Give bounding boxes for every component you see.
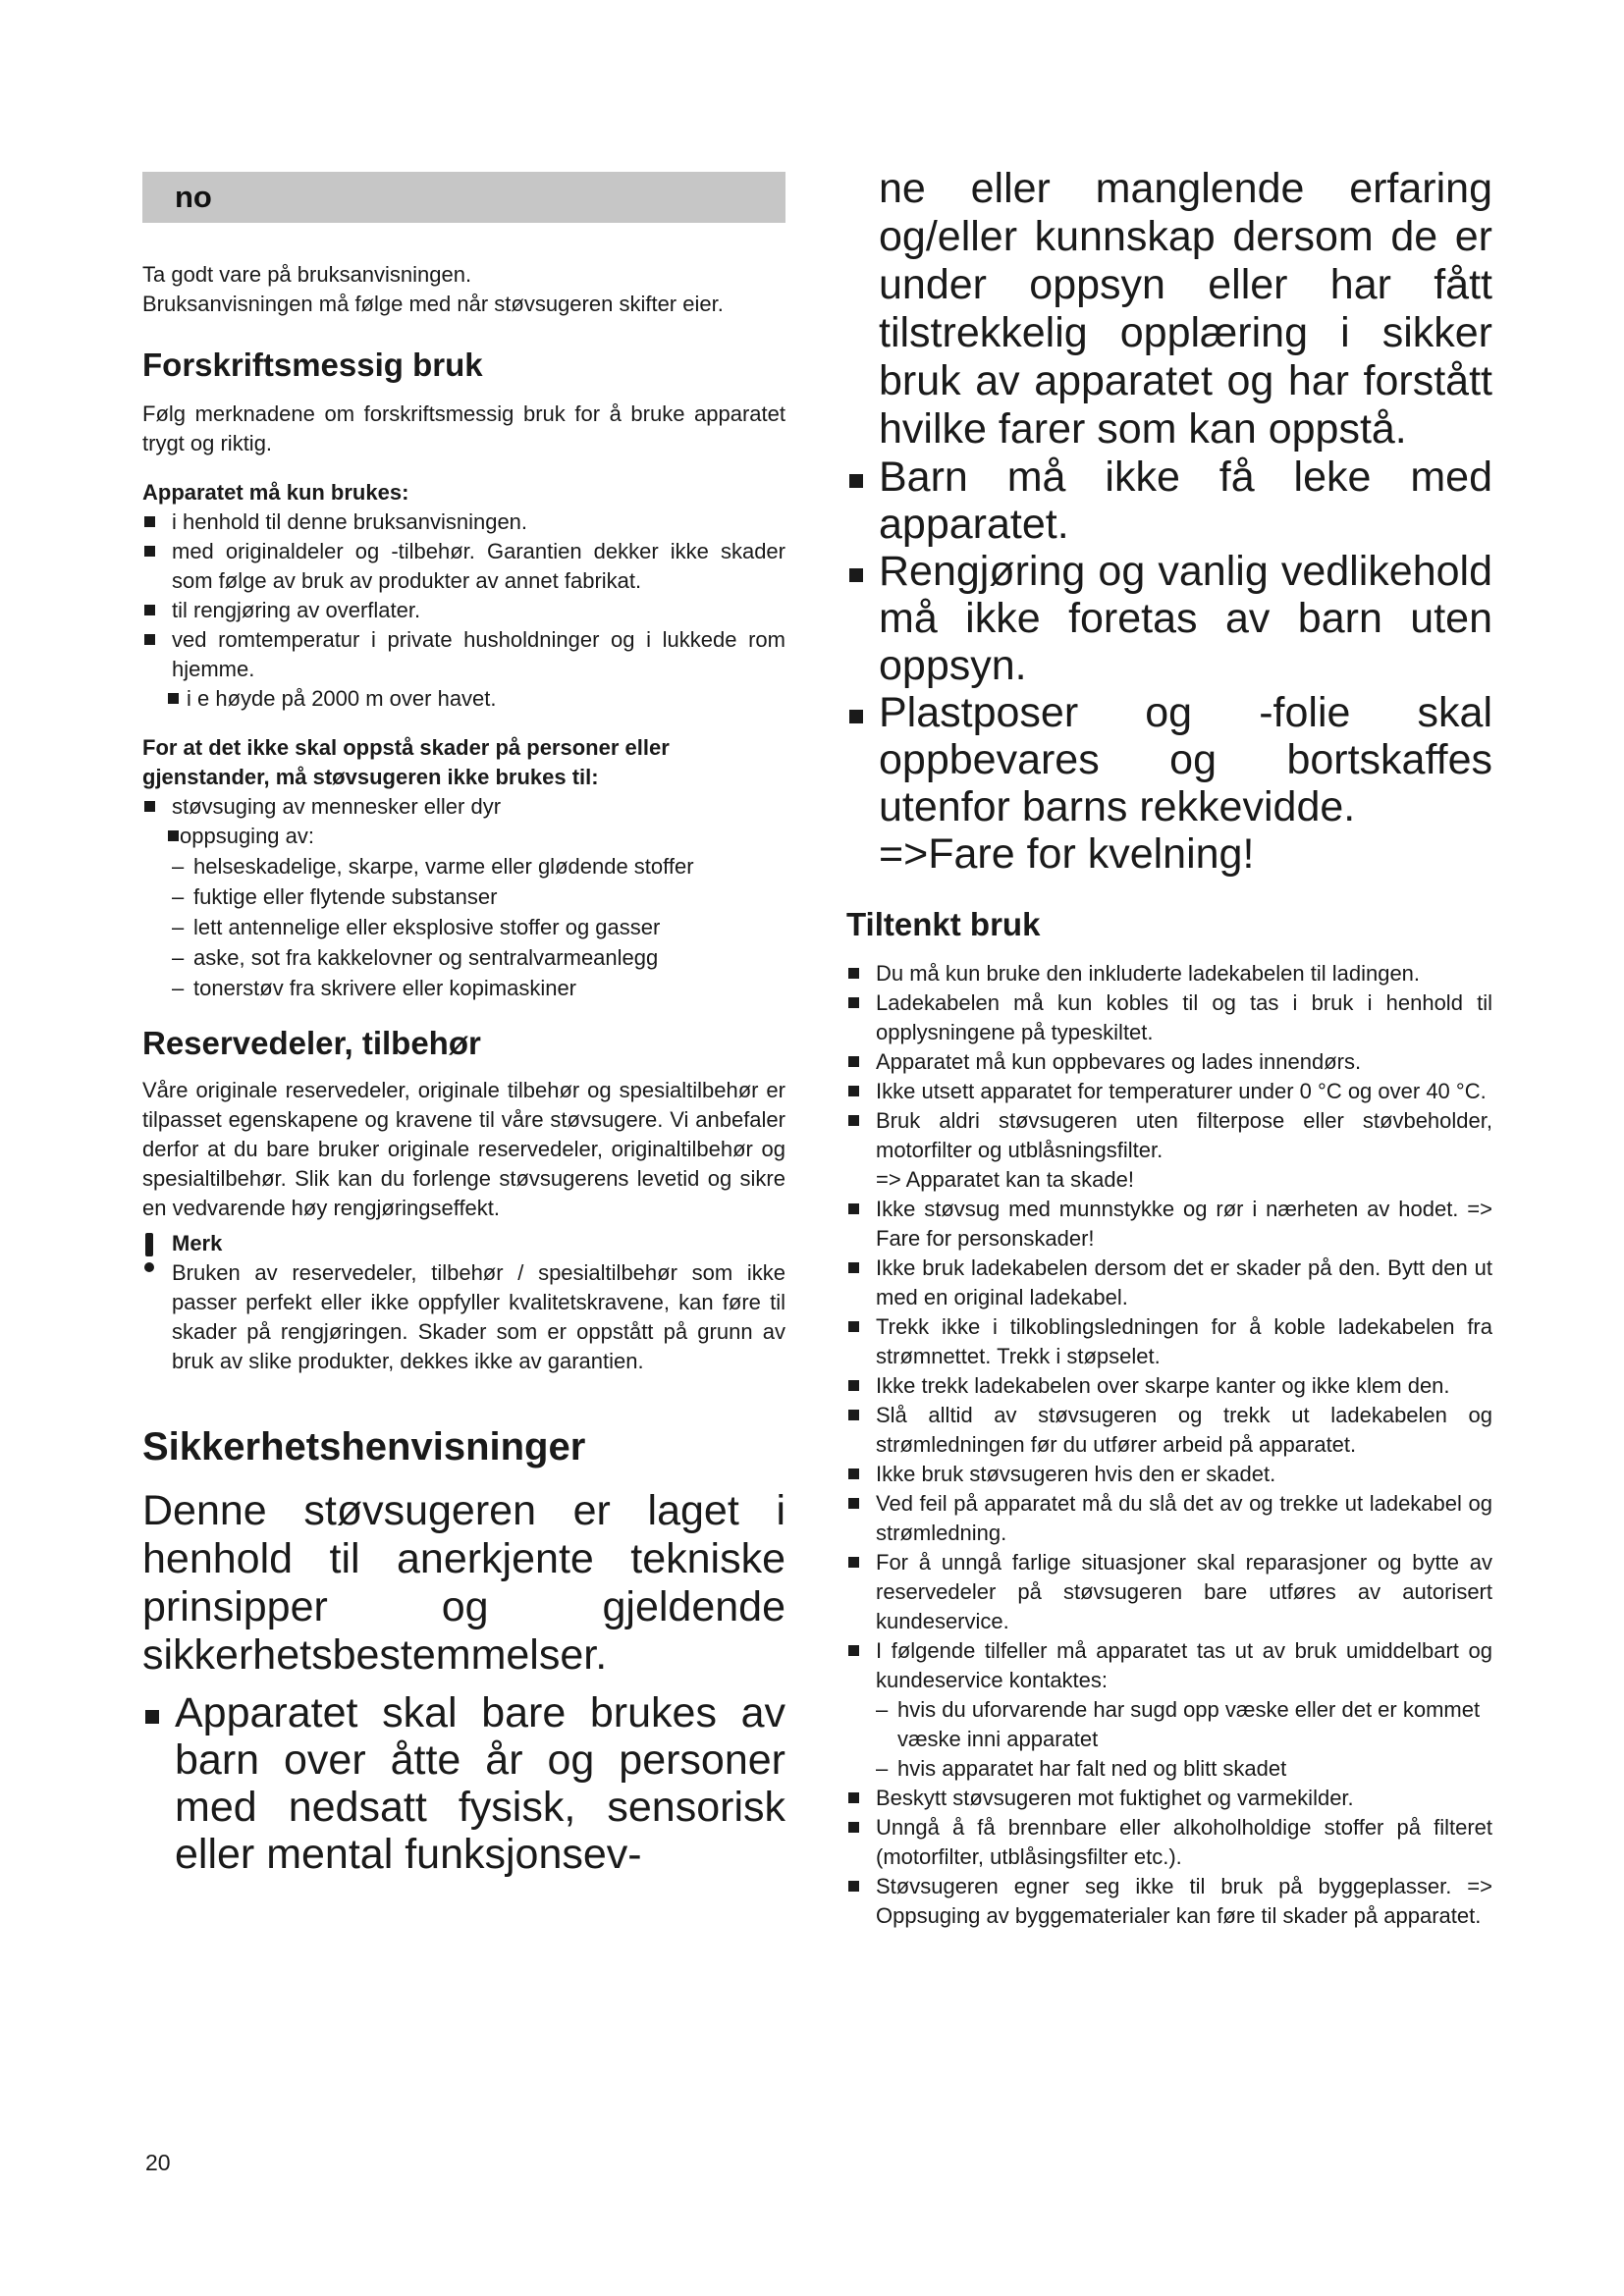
list-item: med originaldeler og -tilbehør. Garantien dekker ikke skader som følge av bruk av produkter av annet fabrikat. — [142, 537, 785, 596]
list-item: Plastposer og -folie skal oppbevares og bortskaffes utenfor barns rekkevidde. — [846, 689, 1492, 830]
list-item: Apparatet må kun oppbevares og lades innendørs. — [846, 1047, 1492, 1077]
list-item: Ikke trekk ladekabelen over skarpe kanter og ikke klem den. — [846, 1371, 1492, 1401]
list-item: Beskytt støvsugeren mot fuktighet og varmekilder. — [846, 1784, 1492, 1813]
list-item: støvsuging av mennesker eller dyr — [142, 792, 785, 822]
list-item: Rengjøring og vanlig vedlikehold må ikke foretas av barn uten oppsyn. — [846, 548, 1492, 689]
spare-parts-body: Våre originale reservedeler, originale tilbehør og spesialtilbehør er tilpasset egenskapene og kravene til våre støvsugere. Vi anbefaler derfor at du bare bruker originale reservedeler, originaltilbehør og spesialtilbehør. Slik kan du forlenge støvsugerens levetid og sikre en vedvarende høy rengjøringseffekt. — [142, 1078, 785, 1220]
subheading-allowed-use: Apparatet må kun brukes: — [142, 480, 409, 505]
page-number: 20 — [145, 2150, 171, 2175]
prohibited-use-list — [142, 792, 785, 851]
list-item: Ikke utsett apparatet for temperaturer under 0 °C og over 40 °C. — [846, 1077, 1492, 1106]
section-title-intended-purpose: Tiltenkt bruk — [846, 906, 1041, 942]
list-item: For å unngå farlige situasjoner skal reparasjoner og bytte av reservedeler på støvsugeren bare utføres av autorisert kundeservice. — [846, 1548, 1492, 1636]
dash-item: – fuktige eller flytende substanser — [172, 881, 785, 912]
list-item: oppsuging av: — [142, 822, 785, 851]
list-item: Ikke støvsug med munnstykke og rør i nærheten av hodet. => Fare for personskader! — [846, 1195, 1492, 1254]
right-column — [846, 165, 1492, 1931]
list-item: Slå alltid av støvsugeren og trekk ut ladekabelen og strømledningen før du utfører arbeid på apparatet. — [846, 1401, 1492, 1460]
section-title-spare-parts: Reservedeler, tilbehør — [142, 1025, 481, 1061]
intended-purpose-list — [846, 959, 1492, 1695]
safety-list-left — [142, 1689, 785, 1878]
dash-item: – aske, sot fra kakkelovner og sentralvarmeanlegg — [172, 942, 785, 973]
safety-list-right — [846, 454, 1492, 830]
left-column — [142, 172, 785, 1878]
list-item: Apparatet skal bare brukes av barn over åtte år og personer med nedsatt fysisk, sensorisk eller mental funksjonsev- — [142, 1689, 785, 1878]
list-item: til rengjøring av overflater. — [142, 596, 785, 625]
list-item: ved romtemperatur i private husholdninger og i lukkede rom hjemme. — [142, 625, 785, 684]
prohibited-substances-list — [142, 851, 785, 1003]
intro-line-1: Ta godt vare på bruksanvisningen. — [142, 262, 472, 287]
list-item-text: Bruk aldri støvsugeren uten filterpose eller støvbeholder, motorfilter og utblåsningsfilter. — [876, 1108, 1492, 1162]
list-item: i e høyde på 2000 m over havet. — [142, 684, 785, 714]
exclamation-icon — [142, 1233, 156, 1274]
list-item: Ikke bruk støvsugeren hvis den er skadet. — [846, 1460, 1492, 1489]
subheading-prohibited-use: For at det ikke skal oppstå skader på personer eller gjenstander, må støvsugeren ikke brukes til: — [142, 735, 670, 789]
note-block — [142, 1229, 785, 1376]
list-item: Trekk ikke i tilkoblingsledningen for å koble ladekabelen fra strømnettet. Trekk i støpselet. — [846, 1312, 1492, 1371]
list-item — [846, 1106, 1492, 1195]
list-item: Ladekabelen må kun kobles til og tas i bruk i henhold til opplysningene på typeskiltet. — [846, 988, 1492, 1047]
list-item: Ikke bruk ladekabelen dersom det er skader på den. Bytt den ut med en original ladekabel. — [846, 1254, 1492, 1312]
allowed-use-list — [142, 507, 785, 714]
list-item-note: => Apparatet kan ta skade! — [876, 1167, 1134, 1192]
note-text: Bruken av reservedeler, tilbehør / spesialtilbehør som ikke passer perfekt eller ikke oppfyller kvalitetskravene, kan føre til skader på rengjøringen. Skader som er oppstått på grunn av bruk av slike produkter, dekkes ikke av garantien. — [172, 1260, 785, 1373]
dash-item: – tonerstøv fra skrivere eller kopimaskiner — [172, 973, 785, 1003]
intro-line-2: Bruksanvisningen må følge med når støvsugeren skifter eier. — [142, 292, 724, 316]
list-item: Barn må ikke få leke med apparatet. — [846, 454, 1492, 548]
section-title-safety: Sikkerhetshenvisninger — [142, 1425, 586, 1468]
malfunction-cases-list — [846, 1695, 1492, 1784]
section-intro: Følg merknadene om forskriftsmessig bruk for å bruke apparatet trygt og riktig. — [142, 401, 785, 455]
safety-lead: Denne støvsugeren er laget i henhold til anerkjente tekniske prinsipper og gjeldende sikkerhetsbestemmelser. — [142, 1487, 785, 1679]
list-item: Støvsugeren egner seg ikke til bruk på byggeplasser. => Oppsuging av byggematerialer kan føre til skader på apparatet. — [846, 1872, 1492, 1931]
danger-suffocation: =>Fare for kvelning! — [879, 830, 1255, 878]
dash-item: – helseskadelige, skarpe, varme eller glødende stoffer — [172, 851, 785, 881]
list-item: Ved feil på apparatet må du slå det av og trekke ut ladekabel og strømledning. — [846, 1489, 1492, 1548]
section-title-intended-use: Forskriftsmessig bruk — [142, 347, 483, 383]
list-item: Unngå å få brennbare eller alkoholholdige stoffer på filteret (motorfilter, utblåsingsfilter etc.). — [846, 1813, 1492, 1872]
language-header: no — [142, 172, 785, 223]
note-label: Merk — [172, 1231, 223, 1255]
list-item: i henhold til denne bruksanvisningen. — [142, 507, 785, 537]
list-item: Du må kun bruke den inkluderte ladekabelen til ladingen. — [846, 959, 1492, 988]
safety-continuation: ne eller manglende erfaring og/eller kunnskap dersom de er under oppsyn eller har fått tilstrekkelig opplæring i sikker bruk av apparatet og har forstått hvilke farer som kan oppstå. — [879, 165, 1492, 453]
intended-purpose-list-cont — [846, 1784, 1492, 1931]
list-item: I følgende tilfeller må apparatet tas ut av bruk umiddelbart og kundeservice kontaktes: — [846, 1636, 1492, 1695]
dash-item: – lett antennelige eller eksplosive stoffer og gasser — [172, 912, 785, 942]
dash-item: – hvis apparatet har falt ned og blitt skadet — [876, 1754, 1492, 1784]
dash-item: – hvis du uforvarende har sugd opp væske eller det er kommet væske inni apparatet — [876, 1695, 1492, 1754]
